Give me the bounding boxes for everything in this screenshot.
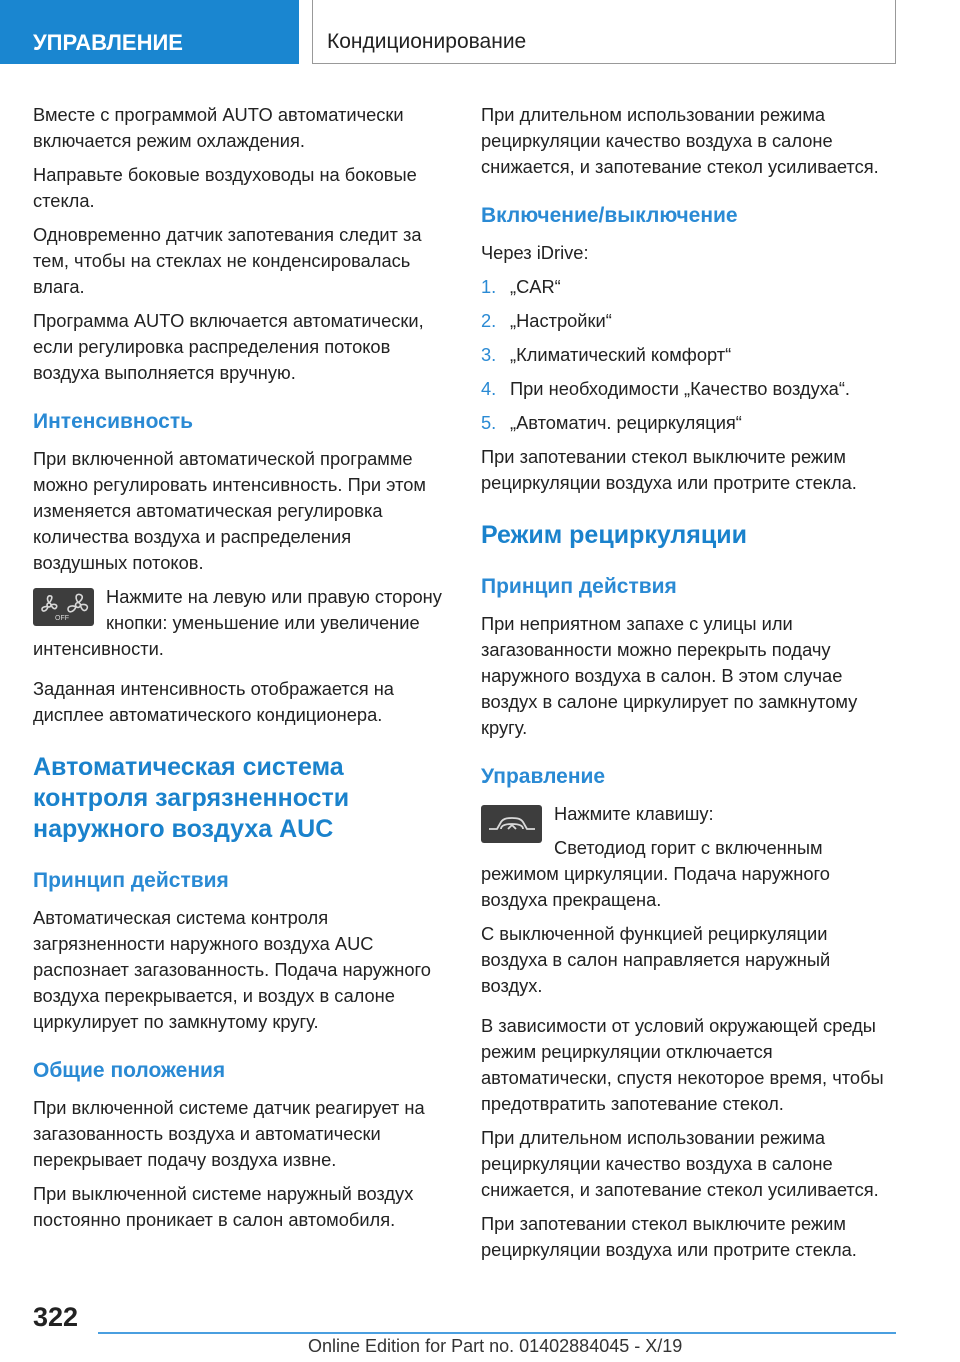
step-text: „Автоматич. рециркуляция“ [510,412,742,433]
recirculation-button-icon [481,805,542,843]
paragraph: С выключенной функцией рециркуляции воздуха в салон направляется наружный воздух. [481,923,831,996]
paragraph: При включенной системе датчик реагирует на загазованность воздуха и автоматически перекрывает подачу воздуха извне. [33,1097,425,1170]
page-number: 322 [33,1302,79,1332]
section-title: УПРАВЛЕНИЕ [33,30,183,55]
fan-instruction: Нажмите на левую или правую сторону кнопки: уменьшение или увеличение интенсивности. [33,586,442,659]
heading-auc: Автоматическая система контроля загрязненности наружного воздуха AUC [33,753,350,843]
step-text: „Настройки“ [510,310,612,331]
left-column [33,102,447,1241]
heading-control: Управление [481,765,606,788]
paragraph: При длительном использовании режима рециркуляции качество воздуха в салоне снижается, и запотевание стекол усиливается. [481,1127,879,1200]
chapter-title: Кондиционирование [327,30,527,53]
paragraph: При запотевании стекол выключите режим рециркуляции воздуха или протрите стекла. [481,1213,857,1260]
heading-recirculation: Режим рециркуляции [481,521,748,549]
chapter-tab [312,0,896,64]
heading-on-off: Включение/выключение [481,204,738,227]
paragraph: При включенной автоматической программе можно регулировать интенсивность. При этом изменяется автоматическая регулировка количества воздуха и распределения воздушных потоков. [33,448,426,573]
paragraph: При длительном использовании режима рециркуляции качество воздуха в салоне снижается, и запотевание стекол усиливается. [481,104,879,177]
paragraph: Программа AUTO включается автоматически, если регулировка распределения потоков воздуха выполняется вручную. [33,310,424,383]
list-item [481,308,895,334]
step-text: „Климатический комфорт“ [510,344,732,365]
paragraph: Через iDrive: [481,242,589,263]
heading-intensity: Интенсивность [33,410,194,433]
paragraph: Вместе с программой AUTO автоматически включается режим охлаждения. [33,104,404,151]
step-number: 3. [481,344,497,365]
step-text: „CAR“ [510,276,561,297]
step-number: 1. [481,276,497,297]
recirculation-control-note [481,801,895,913]
footer-edition: Online Edition for Part no. 01402884045 - X/19 [308,1336,683,1356]
paragraph: Направьте боковые воздуховоды на боковые стекла. [33,164,417,211]
paragraph: При неприятном запахе с улицы или загазованности можно перекрыть подачу наружного воздуха в салон. В этом случае воздух в салоне циркулирует по замкнутому кругу. [481,613,858,738]
step-number: 5. [481,412,497,433]
recirc-instruction: Нажмите клавишу: [554,803,714,824]
heading-principle: Принцип действия [481,575,677,598]
paragraph: Заданная интенсивность отображается на дисплее автоматического кондиционера. [33,678,394,725]
heading-principle: Принцип действия [33,869,229,892]
heading-general: Общие положения [33,1059,226,1082]
idrive-steps [481,274,895,436]
list-item [481,342,895,368]
paragraph: Одновременно датчик запотевания следит за тем, чтобы на стеклах не конденсировалась влага. [33,224,422,297]
fan-intensity-button-icon [33,588,94,626]
step-text: При необходимости „Качество воздуха“. [510,378,850,399]
list-item [481,410,895,436]
fan-off-label: OFF [54,615,69,622]
right-column [481,102,895,1271]
paragraph: Автоматическая система контроля загрязненности наружного воздуха AUC распознает загазованность. Подача наружного воздуха перекрывается, и воздух в салоне циркулирует по замкнутому кругу. [33,907,431,1032]
step-number: 4. [481,378,497,399]
paragraph: При выключенной системе наружный воздух постоянно проникает в салон автомобиля. [33,1183,414,1230]
paragraph: В зависимости от условий окружающей среды режим рециркуляции отключается автоматически, спустя некоторое время, чтобы предотвратить запотевание стекол. [481,1015,884,1114]
fan-control-note [33,584,447,662]
recirc-led-note: Светодиод горит с включенным режимом циркуляции. Подача наружного воздуха прекращена. [481,837,830,910]
section-tab [0,0,299,64]
footer-divider [98,1332,896,1334]
paragraph: При запотевании стекол выключите режим рециркуляции воздуха или протрите стекла. [481,446,857,493]
step-number: 2. [481,310,497,331]
list-item [481,376,895,402]
list-item [481,274,895,300]
